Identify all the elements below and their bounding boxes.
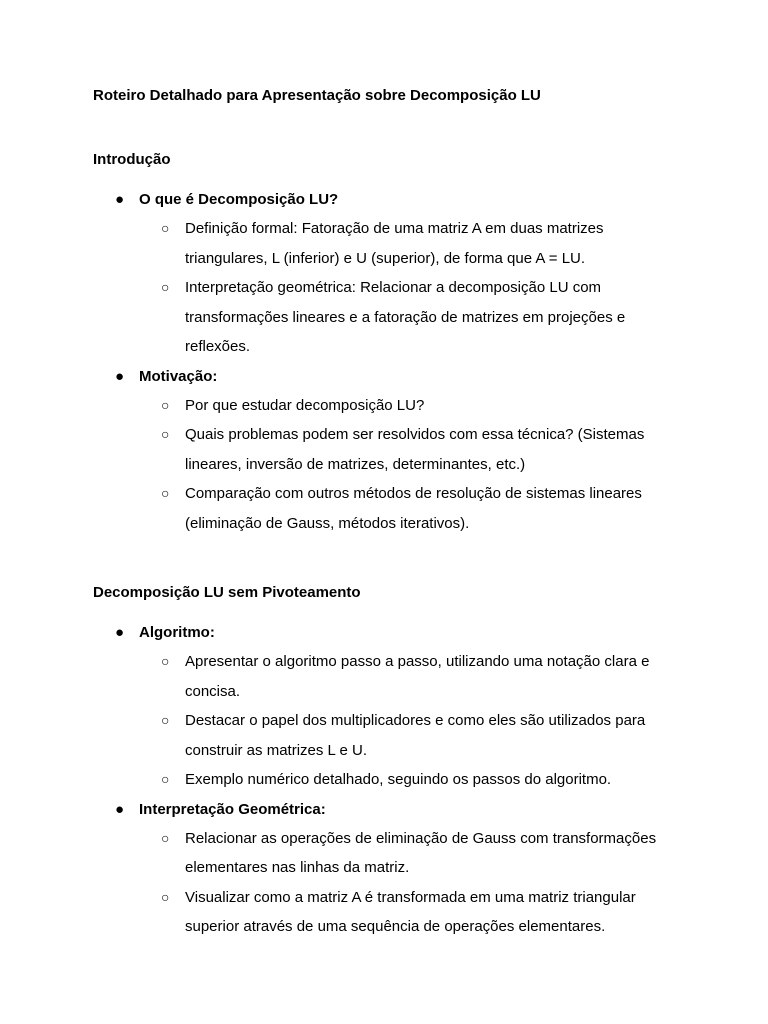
list-item-label: Interpretação Geométrica: xyxy=(139,800,326,818)
sub-list-item xyxy=(0,824,685,883)
sub-list-item xyxy=(0,765,685,795)
sub-list-item xyxy=(0,647,685,706)
sub-list-item-text: Interpretação geométrica: Relacionar a decomposição LU com transformações lineares e a fatoração de matrizes em projeções e reflexões. xyxy=(185,279,626,355)
sub-list-item-text: Relacionar as operações de eliminação de Gauss com transformações elementares nas linhas da matriz. xyxy=(185,829,657,876)
section-heading-introducao: Introdução xyxy=(93,151,171,168)
sub-list-item xyxy=(0,479,685,538)
sub-list-item-text: Destacar o papel dos multiplicadores e como eles são utilizados para construir as matrizes L e U. xyxy=(185,712,646,759)
circle-bullet-icon: ○ xyxy=(161,829,170,846)
sub-list-item xyxy=(0,273,685,362)
sub-list-item-text: Definição formal: Fatoração de uma matriz A em duas matrizes triangulares, L (inferior) e U (superior), de forma que A = LU. xyxy=(185,220,604,267)
list-item xyxy=(0,362,768,391)
circle-bullet-icon: ○ xyxy=(161,396,170,413)
circle-bullet-icon: ○ xyxy=(161,485,170,501)
sub-list-item xyxy=(0,214,685,273)
circle-bullet-icon: ○ xyxy=(161,712,170,728)
bullet-icon: ● xyxy=(115,191,125,208)
circle-bullet-icon: ○ xyxy=(161,220,170,236)
sub-list-item xyxy=(0,883,685,942)
section-heading-decomposicao-sem-pivoteamento: Decomposição LU sem Pivoteamento xyxy=(93,584,361,601)
document-title: Roteiro Detalhado para Apresentação sobre Decomposição LU xyxy=(93,87,541,104)
section-list-introducao xyxy=(0,185,768,538)
circle-bullet-icon: ○ xyxy=(161,279,170,295)
sub-list-item-text: Visualizar como a matriz A é transformada em uma matriz triangular superior através de uma sequência de operações elementares. xyxy=(185,888,636,935)
circle-bullet-icon: ○ xyxy=(161,426,170,442)
circle-bullet-icon: ○ xyxy=(161,653,170,669)
sub-list-item-text: Comparação com outros métodos de resolução de sistemas lineares (eliminação de Gauss, métodos iterativos). xyxy=(185,485,642,532)
sub-list-item-text: Por que estudar decomposição LU? xyxy=(185,396,425,414)
sub-list-item xyxy=(0,391,685,421)
sub-list-item xyxy=(0,420,685,479)
list-item-label: Motivação: xyxy=(139,367,218,385)
circle-bullet-icon: ○ xyxy=(161,771,170,787)
list-item xyxy=(0,795,768,824)
circle-bullet-icon: ○ xyxy=(161,888,170,905)
section-list-decomposicao-sem-pivoteamento xyxy=(0,618,768,942)
bullet-icon: ● xyxy=(115,367,125,385)
sub-list-item-text: Apresentar o algoritmo passo a passo, utilizando uma notação clara e concisa. xyxy=(185,653,650,700)
list-item xyxy=(0,185,768,214)
sub-list-item xyxy=(0,706,685,765)
bullet-icon: ● xyxy=(115,624,125,641)
sub-list-item-text: Exemplo numérico detalhado, seguindo os passos do algoritmo. xyxy=(185,771,612,788)
list-item-label: O que é Decomposição LU? xyxy=(139,191,339,208)
list-item xyxy=(0,618,768,647)
sub-list-item-text: Quais problemas podem ser resolvidos com essa técnica? (Sistemas lineares, inversão de matrizes, determinantes, etc.) xyxy=(185,426,645,473)
bullet-icon: ● xyxy=(115,800,125,818)
list-item-label: Algoritmo: xyxy=(139,624,215,641)
